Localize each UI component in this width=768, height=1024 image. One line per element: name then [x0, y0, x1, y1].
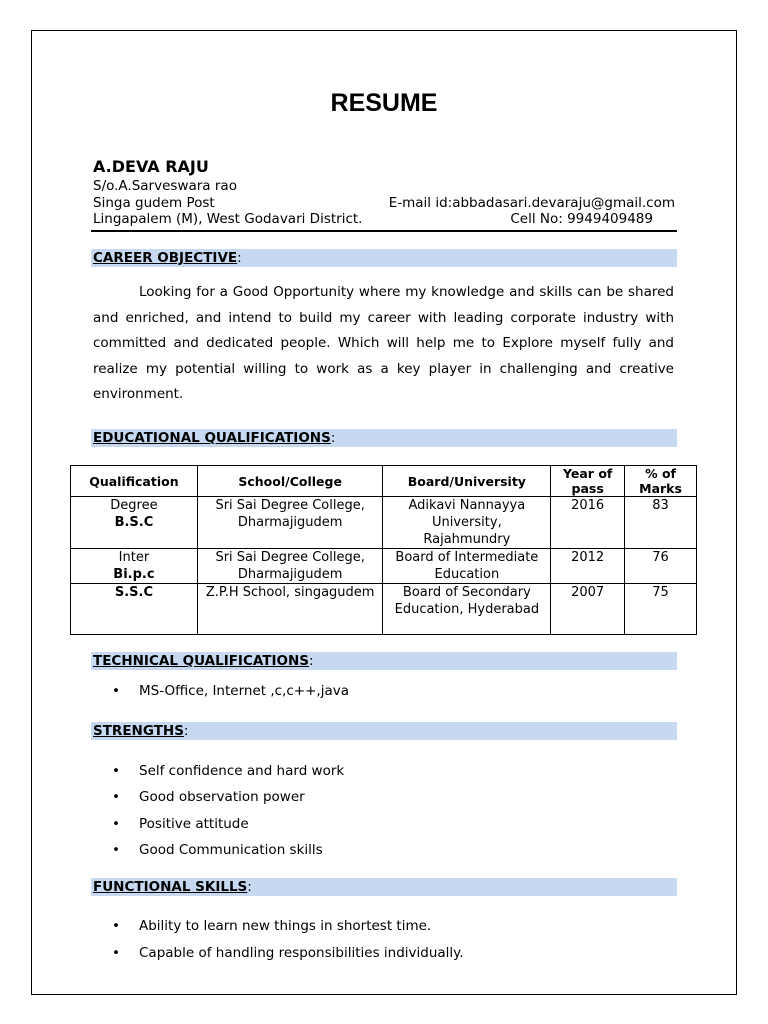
technical-list [112, 682, 349, 700]
list-item: • Good observation power [112, 784, 344, 810]
section-technical-qualifications: TECHNICAL QUALIFICATIONS: [91, 652, 677, 670]
table-header-row [71, 466, 697, 497]
column-header: % of Marks [625, 466, 697, 497]
school-cell: Sri Sai Degree College, Dharmajigudem [197, 549, 383, 584]
table-row [71, 497, 697, 549]
marks-cell: 76 [625, 549, 697, 584]
section-heading: EDUCATIONAL QUALIFICATIONS [93, 430, 331, 446]
education-table [70, 465, 697, 635]
list-item: • Ability to learn new things in shortest time. [112, 913, 464, 940]
board-cell: Board of Intermediate Education [383, 549, 551, 584]
strengths-list [112, 758, 344, 863]
list-item: • Positive attitude [112, 811, 344, 837]
column-header: School/College [197, 466, 383, 497]
cell-number: Cell No: 9949409489 [510, 211, 653, 227]
marks-cell: 75 [625, 584, 697, 635]
section-strengths: STRENGTHS: [91, 722, 677, 740]
year-cell: 2016 [551, 497, 625, 549]
list-item: • Good Communication skills [112, 837, 344, 863]
list-item: • Capable of handling responsibilities individually. [112, 940, 464, 967]
qualification-cell: Degree B.S.C [71, 497, 198, 549]
section-functional-skills: FUNCTIONAL SKILLS: [91, 878, 677, 896]
school-cell: Z.P.H School, singagudem [197, 584, 383, 635]
parent-name: S/o.A.Sarveswara rao [93, 178, 237, 194]
address-line-2: Lingapalem (M), West Godavari District. [93, 211, 363, 227]
career-objective-text: Looking for a Good Opportunity where my knowledge and skills can be shared and enriched, and intend to build my career with leading corporate industry with committed and dedicated people. Which will help me to Explore myself fully and realize my potential willing to work as a key player in challenging and creative environment. [93, 284, 674, 402]
section-heading: STRENGTHS [93, 723, 184, 739]
email-address: E-mail id:abbadasari.devaraju@gmail.com [388, 195, 675, 211]
column-header: Board/University [383, 466, 551, 497]
table-row [71, 584, 697, 635]
column-header: Year of pass [551, 466, 625, 497]
table-row [71, 549, 697, 584]
column-header: Qualification [71, 466, 198, 497]
section-heading: CAREER OBJECTIVE [93, 250, 238, 266]
address-line-1: Singa gudem Post [93, 195, 215, 211]
header-divider [91, 230, 677, 232]
board-cell: Board of Secondary Education, Hyderabad [383, 584, 551, 635]
qualification-cell: S.S.C [71, 584, 198, 635]
school-cell: Sri Sai Degree College, Dharmajigudem [197, 497, 383, 549]
resume-title: RESUME [330, 89, 438, 117]
year-cell: 2012 [551, 549, 625, 584]
list-item: • Self confidence and hard work [112, 758, 344, 784]
section-heading: TECHNICAL QUALIFICATIONS [93, 653, 309, 669]
qualification-cell: Inter Bi.p.c [71, 549, 198, 584]
board-cell: Adikavi Nannayya University, Rajahmundry [383, 497, 551, 549]
list-item: • MS-Office, Internet ,c,c++,java [112, 682, 349, 700]
marks-cell: 83 [625, 497, 697, 549]
functional-skills-list [112, 913, 464, 967]
section-heading: FUNCTIONAL SKILLS [93, 879, 248, 895]
section-educational-qualifications: EDUCATIONAL QUALIFICATIONS: [91, 429, 677, 447]
section-career-objective: CAREER OBJECTIVE: [91, 249, 677, 267]
year-cell: 2007 [551, 584, 625, 635]
candidate-name: A.DEVA RAJU [93, 157, 209, 176]
